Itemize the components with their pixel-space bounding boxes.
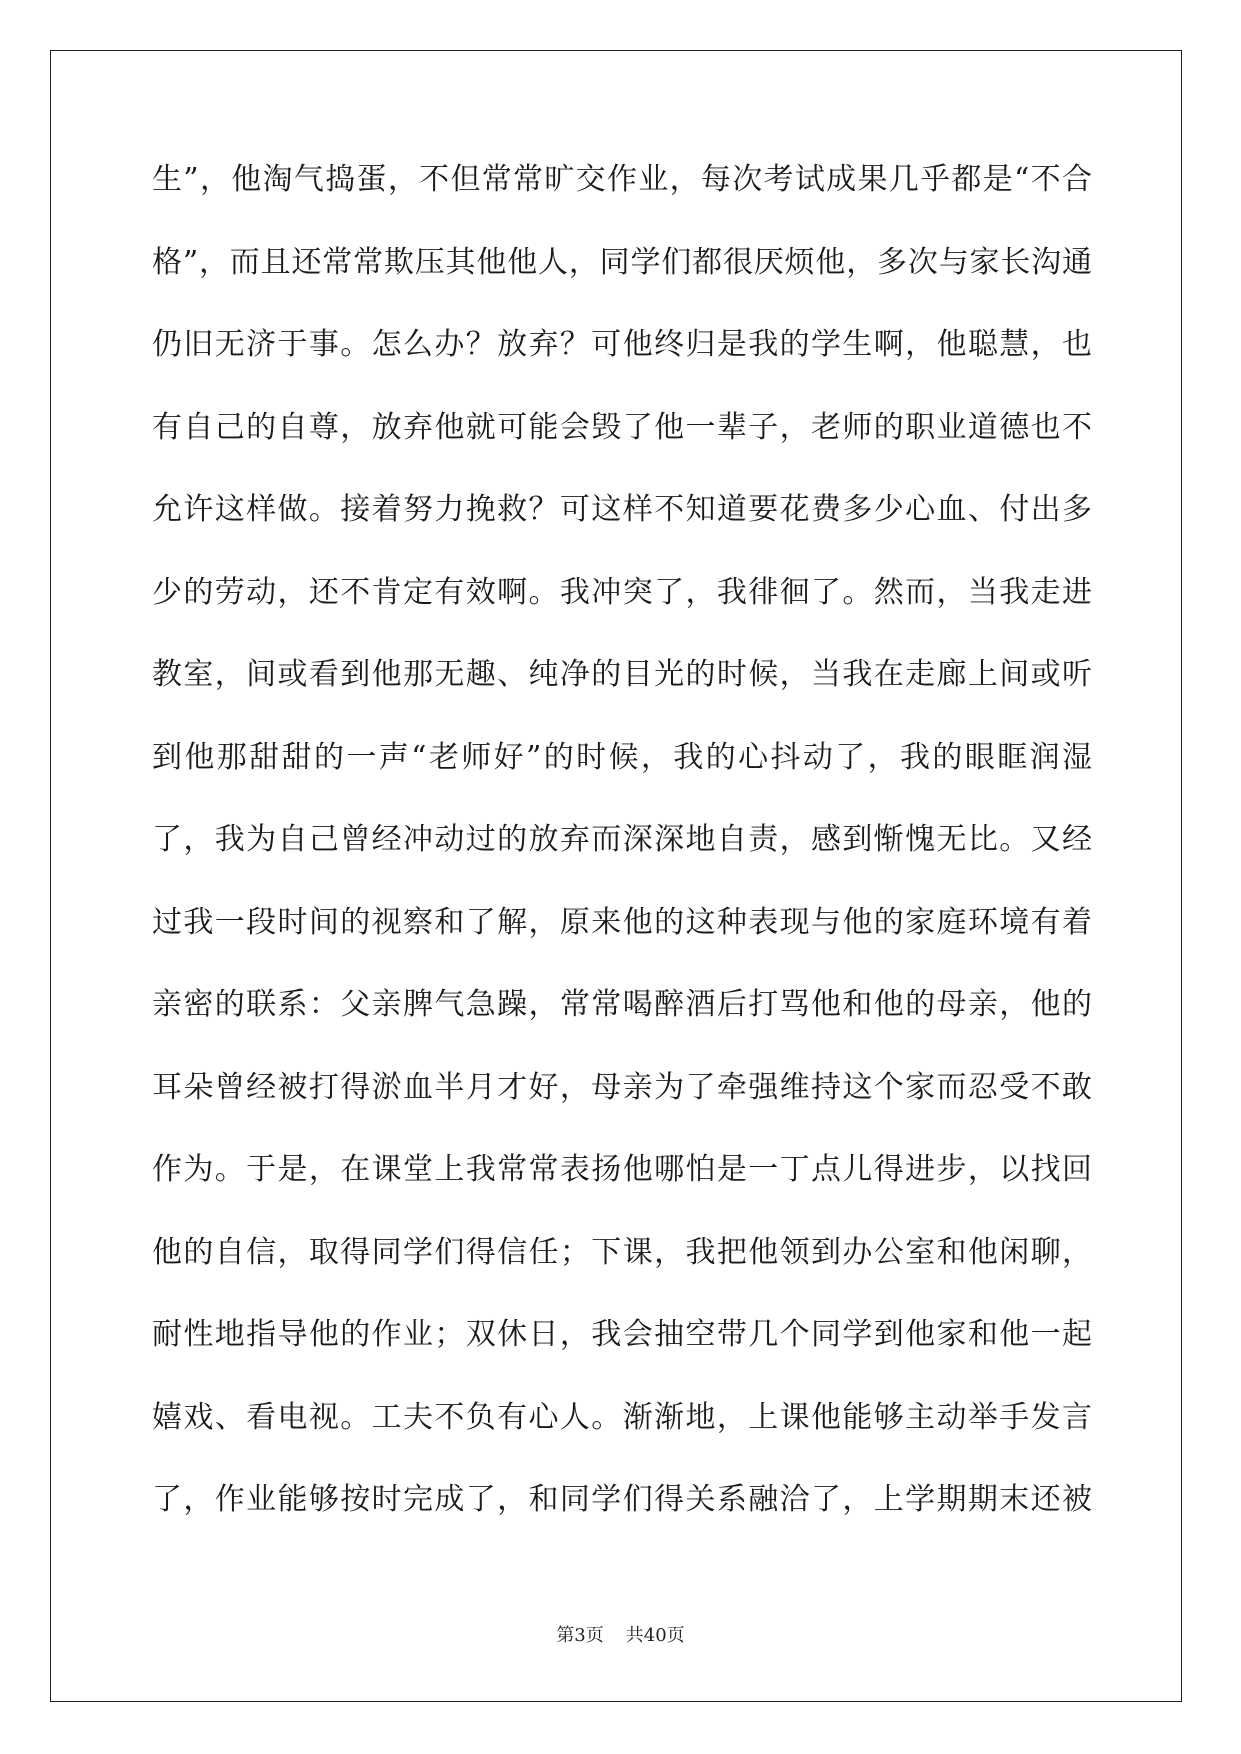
text-line: 了，作业能够按时完成了，和同学们得关系融洽了，上学期期末还被 [152,1482,1092,1517]
text-line: 教室，间或看到他那无趣、纯净的目光的时候，当我在走廊上间或听 [152,657,1092,692]
text-line: 到他那甜甜的一声“老师好”的时候，我的心抖动了，我的眼眶润湿 [152,739,1092,775]
text-line: 嬉戏、看电视。工夫不负有心人。渐渐地，上课他能够主动举手发言 [152,1399,1092,1435]
text-line: 作为。于是，在课堂上我常常表扬他哪怕是一丁点儿得进步，以找回 [152,1152,1092,1187]
text-line: 格”，而且还常常欺压其他他人，同学们都很厌烦他，多次与家长沟通 [152,244,1092,280]
text-line: 有自己的自尊，放弃他就可能会毁了他一辈子，老师的职业道德也不 [152,409,1092,445]
text-line: 允许这样做。接着努力挽救？可这样不知道要花费多少心血、付出多 [152,492,1092,527]
text-line: 生”，他淘气捣蛋，不但常常旷交作业，每次考试成果几乎都是“不合 [152,162,1092,197]
text-line: 了，我为自己曾经冲动过的放弃而深深地自责，感到惭愧无比。又经 [152,822,1092,857]
text-line: 耐性地指导他的作业；双休日，我会抽空带几个同学到他家和他一起 [152,1317,1092,1352]
text-line: 亲密的联系：父亲脾气急躁，常常喝醉酒后打骂他和他的母亲，他的 [152,987,1092,1022]
page-number: 第3页 [556,1625,604,1646]
text-line: 他的自信，取得同学们得信任；下课，我把他领到办公室和他闲聊， [152,1234,1092,1270]
text-line: 少的劳动，还不肯定有效啊。我冲突了，我徘徊了。然而，当我走进 [152,574,1092,610]
text-line: 耳朵曾经被打得淤血半月才好，母亲为了牵强维持这个家而忍受不敢 [152,1069,1092,1105]
page-total: 共40页 [625,1625,685,1646]
page-footer [0,1624,1241,1648]
document-body [152,160,1092,1563]
text-line: 过我一段时间的视察和了解，原来他的这种表现与他的家庭环境有着 [152,904,1092,940]
text-line: 仍旧无济于事。怎么办？放弃？可他终归是我的学生啊，他聪慧，也 [152,327,1092,362]
